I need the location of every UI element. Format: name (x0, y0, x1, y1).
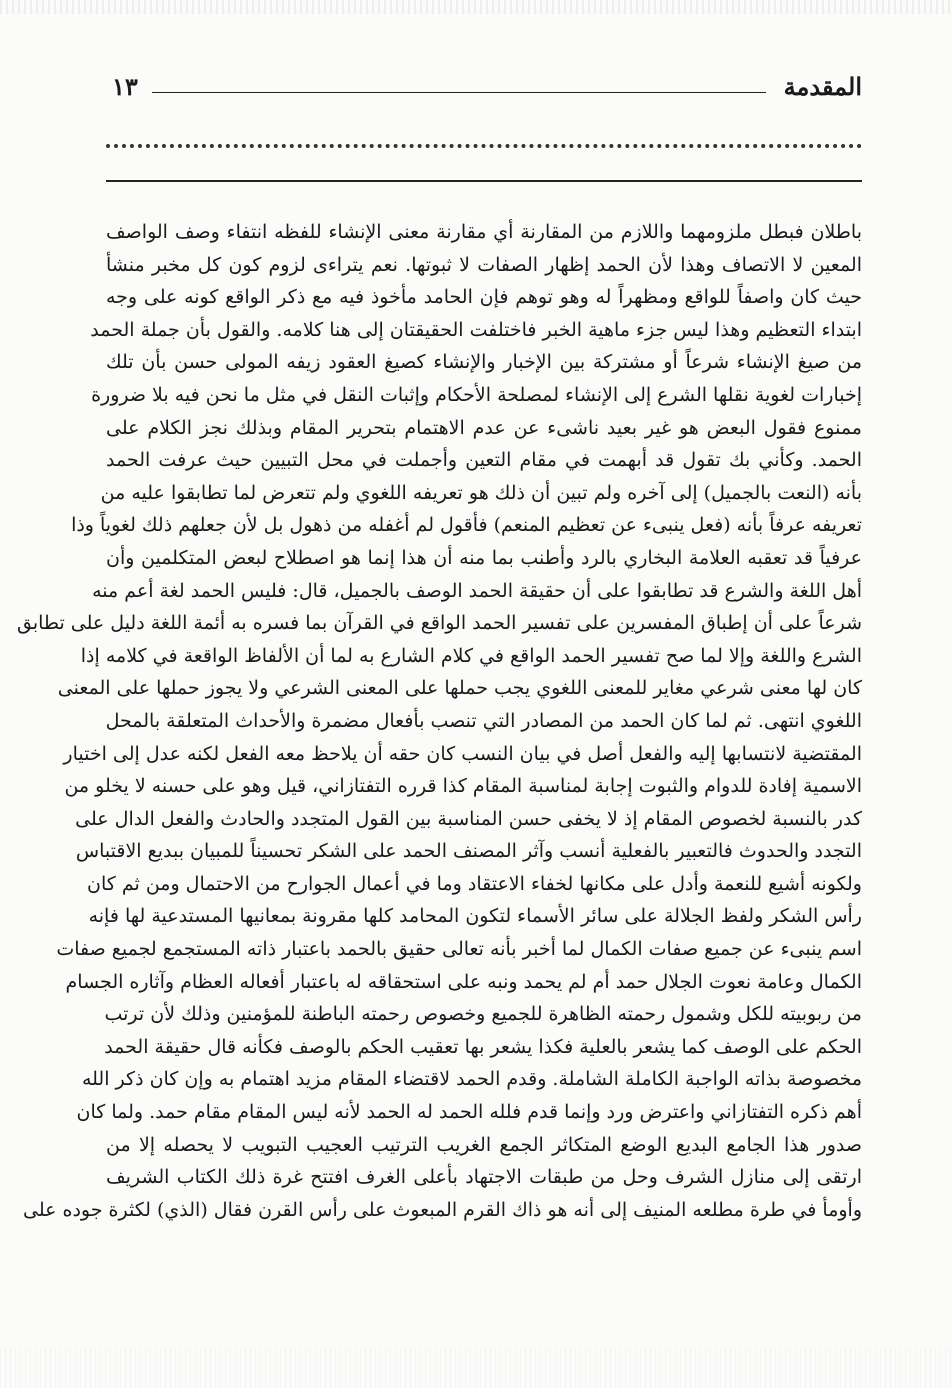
text-line: ابتداء التعظيم وهذا ليس جزء ماهية الخبر فاختلفت الحقيقتان إلى هنا كلامه. والقول بأن جملة الحمد (90, 318, 862, 341)
text-line: الشرع واللغة وإلا لما صح تفسير الحمد الواقع في كلام الشارع به لما أن الألفاظ الواقعة في كلامه إذا (80, 644, 862, 667)
text-line: بأنه (النعت بالجميل) إلى آخره ولم تبين أن ذلك هو تعريفه اللغوي ولم تتعرض لما تطابقوا عليه من (100, 481, 862, 504)
text-line: اللغوي انتهى. ثم لما كان الحمد من المصادر التي تنصب بأفعال مضمرة والأحداث المتعلقة بالمحل (105, 709, 862, 732)
text-line: صدور هذا الجامع البديع الوضع المتكاثر الجمع الغريب الترتيب العجيب التبويب لا يحصله إلا من (106, 1133, 862, 1156)
text-line: ارتقى إلى منازل الشرف وحل من طبقات الاجتهاد بأعلى الغرف افتتح غرة ذلك الكتاب الشريف (106, 1166, 862, 1189)
text-line: المعين لا الاتصاف وهذا لأن الحمد إظهار الصفات لا ثبوتها. نعم يتراءى لزوم كون كل مخبر منشأ (106, 253, 862, 276)
page-header (112, 70, 862, 106)
text-line: من ربوبيته للكل وشمول رحمته الظاهرة للجميع وخصوص رحمته الباطنة للمؤمنين وذلك لأن ترتب (104, 1003, 862, 1026)
running-title: المقدمة (783, 72, 862, 101)
text-line: الكمال وعامة نعوت الجلال حمد أم لم يحمد ونبه على استحقاقه له باعتبار أفعاله العظام وآثاره الجسام (65, 970, 862, 993)
text-line: عرفياً قد تعقبه العلامة البخاري بالرد وأطنب بما منه أن هذا إنما هو اصطلاح لبعض المتكلمين وأن (106, 546, 862, 569)
body-text (16, 216, 862, 1226)
text-line: الاسمية إفادة للدوام والثبوت إجابة لمناسبة المقام كذا قرره التفتازاني، قيل وهو على حسنه لا يخلو من (64, 775, 862, 798)
text-line: وأومأ في طرة مطلعه المنيف إلى أنه هو ذاك القرم المبعوث على رأس القرن فقال (الذي) لكثرة جوده على (23, 1198, 862, 1221)
solid-separator (106, 180, 862, 182)
text-line: أهم ذكره التفتازاني واعترض ورد وإنما قدم فلله الحمد له الحمد لأنه ليس المقام مقام حمد. ولما كان (76, 1101, 862, 1124)
text-line: رأس الشكر ولفظ الجلالة على سائر الأسماء لتكون المحامد كلها مقرونة بمعانيها المستدعية لها فإنه (88, 905, 862, 928)
text-line: تعريفه عرفاً بأنه (فعل ينبىء عن تعظيم المنعم) فأقول لم أغفله من ذهول بل لأن جعلهم ذلك لغوياً وذا (71, 514, 862, 537)
text-line: أهل اللغة والشرع قد تطابقوا على أن حقيقة الحمد الوصف بالجميل، قال: فليس الحمد لغة أعم منه (92, 579, 862, 602)
text-line: اسم ينبىء عن جميع صفات الكمال لما أخبر بأنه تعالى حقيق بالحمد باعتبار ذاته المستجمع لجميع صفات (56, 938, 862, 961)
header-rule (152, 92, 766, 93)
text-line: الحكم على الوصف كما يشعر بالعلية فكذا يشعر بها تعقيب الحكم بالوصف فكأنه قال حقيقة الحمد (104, 1035, 862, 1058)
text-line: كان لها معنى شرعي مغاير للمعنى اللغوي يجب حملها على المعنى الشرعي ولا يجوز حملها على المعنى (57, 677, 862, 700)
page-number: ١٣ (112, 72, 138, 101)
text-line: باطلان فبطل ملزومهما واللازم من المقارنة أي مقارنة معنى الإنشاء للفظه انتفاء وصف الواصف (106, 221, 862, 243)
text-line: حيث كان واصفاً للواقع ومظهراً له وهو توهم فإن الحامد مأخوذ فيه مع ذكر الواقع كونه على وجه (106, 286, 862, 309)
scan-edge-top (0, 0, 952, 14)
text-line: مخصوصة بذاته الواجبة الكاملة الشاملة. وقدم الحمد لاقتضاء المقام مزيد اهتمام به وإن كان ذكر الله (81, 1068, 862, 1091)
text-line: شرعاً على أن إطباق المفسرين على تفسير الحمد الواقع في القرآن بما فسره به أئمة اللغة دليل على تطابق (16, 612, 862, 635)
text-line: من صيغ الإنشاء شرعاً أو مشتركة بين الإخبار والإنشاء كصيغ العقود زيفه المولى حسن بأن تلك (106, 351, 862, 374)
dotted-separator (106, 144, 862, 148)
text-line: المقتضية لانتسابها إليه والفعل أصل في بيان النسب كان حقه أن يلاحظ معه الفعل لكنه عدل إلى اختيار (63, 742, 862, 765)
scan-edge-bottom (0, 1348, 952, 1388)
text-line: كدر بالنسبة لخصوص المقام إذ لا يخفى حسن المناسبة بين القول المتجدد والحادث والفعل الدال على (75, 807, 862, 830)
text-line: إخبارات لغوية نقلها الشرع إلى الإنشاء لمصلحة الأحكام وإثبات النقل في مثل ما نحن فيه بلا ضرورة (91, 383, 862, 406)
text-line: ولكونه أشيع للنعمة وأدل على مكانها لخفاء الاعتقاد وما في أعمال الجوارح من الاحتمال ومن ثم كان (87, 872, 862, 895)
text-line: ممنوع فقول البعض هو غير بعيد ناشىء عن عدم الاهتمام بتحرير المقام وبذلك نجز الكلام على (106, 416, 862, 439)
text-line: الحمد. وكأني بك تقول قد أبهمت في مقام التعين وأجملت في محل التبيين حيث عرفت الحمد (106, 449, 862, 472)
text-line: التجدد والحدوث فالتعبير بالفعلية أنسب وآثر المصنف الحمد على الشكر تحسيناً للمبيان ببديع الاقتباس (75, 840, 862, 863)
